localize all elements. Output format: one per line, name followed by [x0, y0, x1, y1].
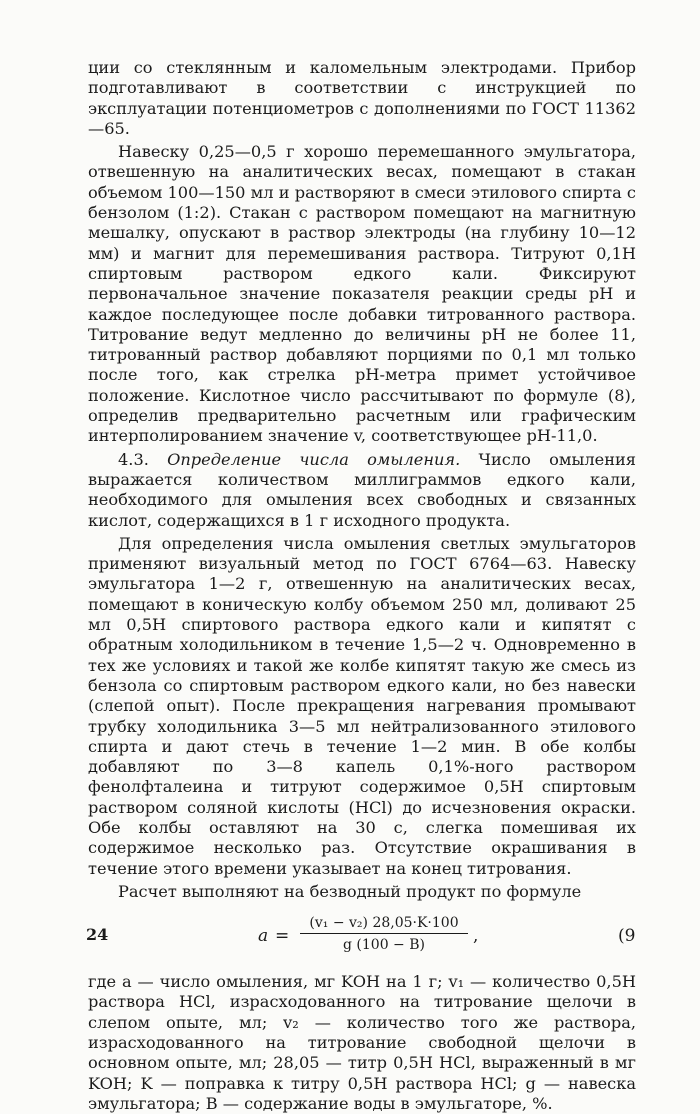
page-number: 24 [86, 925, 109, 944]
formula-number: (9 [618, 926, 636, 947]
paragraph-formula-intro: Расчет выполняют на безводный продукт по формуле [118, 881, 582, 901]
formula-equals: = [275, 926, 290, 947]
paragraph-saponification-method: Для определения числа омыления светлых эмульгаторов применяют визуальный метод по ГОСТ 6764—63. Навеску эмульгатора 1—2 г, отвешенную на аналитических весах, помещают в коническую колбу объемом 250 мл, доливают 25 мл 0,5Н спиртового раствора едкого кали и кипятят с обратным холодильником в течение 1,5—2 ч. Одновременно в тех же условиях и такой же колбе кипятят такую же смесь из бензола со спиртовым раствором едкого кали, но без навески (слепой опыт). После прекращения нагревания промывают трубку холодильника 3—5 мл нейтрализованного этилового спирта и дают стечь в течение 1—2 мин. В обе колбы добавляют по 3—8 капель 0,1%-ного раствором фенолфталеина и титруют содержимое 0,5Н спиртовым раствором соляной кислоты (HCl) до исчезновения окраски. Обе колбы оставляют на 30 с, слегка помешивая их содержимое несколько раз. Отсутствие окрашивания в течение этого времени указывает на конец титрования. [88, 533, 636, 878]
saponification-formula [88, 914, 636, 964]
formula-legend: где a — число омыления, мг KOH на 1 г; v₁ — количество 0,5Н раствора HCl, израсходованного на титрование щелочи в слепом опыте, мл; v₂ — количество того же раствора, израсходованного на титрование свободной щелочи в основном опыте, мл; 28,05 — титр 0,5Н HCl, выраженный в мг KOH; K — поправка к титру 0,5Н раствора HCl; g — навеска эмульгатора; B — содержание воды в эмульгаторе, %. [88, 972, 636, 1113]
formula-numerator: (v₁ − v₂) 28,05·K·100 [309, 915, 459, 932]
paragraph-acid-number-method: Навеску 0,25—0,5 г хорошо перемешанного эмульгатора, отвешенную на аналитических весах, помещают в стакан объемом 100—150 мл и растворяют в смеси этилового спирта с бензолом (1:2). Стакан с раствором помещают на магнитную мешалку, опускают в раствор электроды (на глубину 10—12 мм) и магнит для перемешивания раствора. Титруют 0,1Н спиртовым раствором едкого кали. Фиксируют первоначальное значение показателя реакции среды pH и каждое последующее после добавки титрованного раствора. Титрование ведут медленно до величины pH не более 11, титрованный раствор добавляют порциями по 0,1 мл только после того, как стрелка pH-метра примет устойчивое положение. Кислотное число рассчитывают по формуле (8), определив предварительно расчетным или графическим интерполированием значение v, соответствующее pH-11,0. [88, 142, 636, 446]
formula-fraction [300, 914, 468, 954]
fraction-bar [300, 933, 468, 934]
paragraph-intro: ции со стеклянным и каломельным электродами. Прибор подготавливают в соответствии с инструкцией по эксплуатации потенциометров с дополнениями по ГОСТ 11362—65. [88, 58, 636, 138]
section-title: Определение числа омыления. [167, 449, 461, 469]
formula-lhs: a [258, 926, 269, 947]
paragraph-section-4-3 [88, 450, 636, 531]
section-number: 4.3. [118, 449, 149, 469]
page-body [88, 58, 636, 1114]
formula-comma: , [473, 926, 479, 947]
section-body: Число омыления выражается количеством миллиграммов едкого кали, необходимого для омыления всех свободных и связанных кислот, содержащихся в 1 г исходного продукта. [88, 449, 636, 530]
formula-denominator: g (100 − B) [343, 937, 425, 954]
